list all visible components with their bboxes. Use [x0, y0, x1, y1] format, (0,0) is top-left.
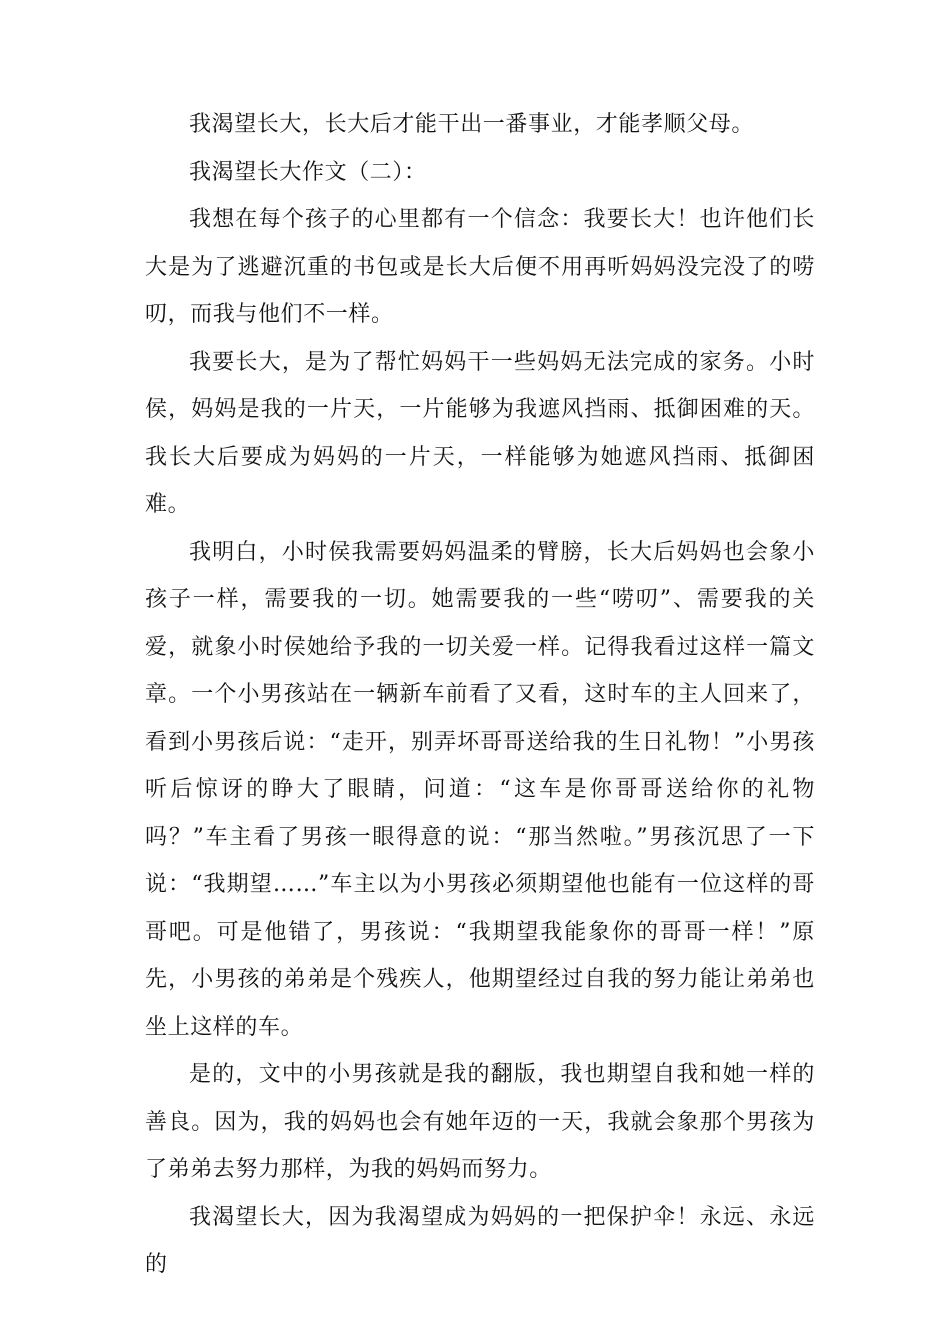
paragraph: 我想在每个孩子的心里都有一个信念：我要长大！也许他们长大是为了逃避沉重的书包或是长大后便不用再听妈妈没完没了的唠叨，而我与他们不一样。: [145, 207, 815, 327]
essay-body: [145, 101, 815, 1289]
essay-heading: 我渴望长大作文（二）：: [189, 159, 427, 185]
paragraph: 我要长大，是为了帮忙妈妈干一些妈妈无法完成的家务。小时侯，妈妈是我的一片天，一片能够为我遮风挡雨、抵御困难的天。我长大后要成为妈妈的一片天，一样能够为她遮风挡雨、抵御困难。: [145, 349, 815, 517]
paragraph: 是的，文中的小男孩就是我的翻版，我也期望自我和她一样的善良。因为，我的妈妈也会有她年迈的一天，我就会象那个男孩为了弟弟去努力那样，为我的妈妈而努力。: [145, 1062, 815, 1182]
paragraph: 我明白，小时侯我需要妈妈温柔的臂膀，长大后妈妈也会象小孩子一样，需要我的一切。她需要我的一些“唠叨”、需要我的关爱，就象小时侯她给予我的一切关爱一样。记得我看过这样一篇文章。一个小男孩站在一辆新车前看了又看，这时车的主人回来了，看到小男孩后说：“走开，别弄坏哥哥送给我的生日礼物！”小男孩听后惊讶的睁大了眼睛，问道：“这车是你哥哥送给你的礼物吗？”车主看了男孩一眼得意的说：“那当然啦。”男孩沉思了一下说：“我期望……”车主以为小男孩必须期望他也能有一位这样的哥哥吧。可是他错了，男孩说：“我期望我能象你的哥哥一样！”原先，小男孩的弟弟是个残疾人，他期望经过自我的努力能让弟弟也坐上这样的车。: [145, 539, 815, 1040]
paragraph-closing-previous: 我渴望长大，长大后才能干出一番事业，才能孝顺父母。: [189, 112, 755, 137]
paragraph: 我渴望长大，因为我渴望成为妈妈的一把保护伞！永远、永远的: [145, 1204, 815, 1277]
